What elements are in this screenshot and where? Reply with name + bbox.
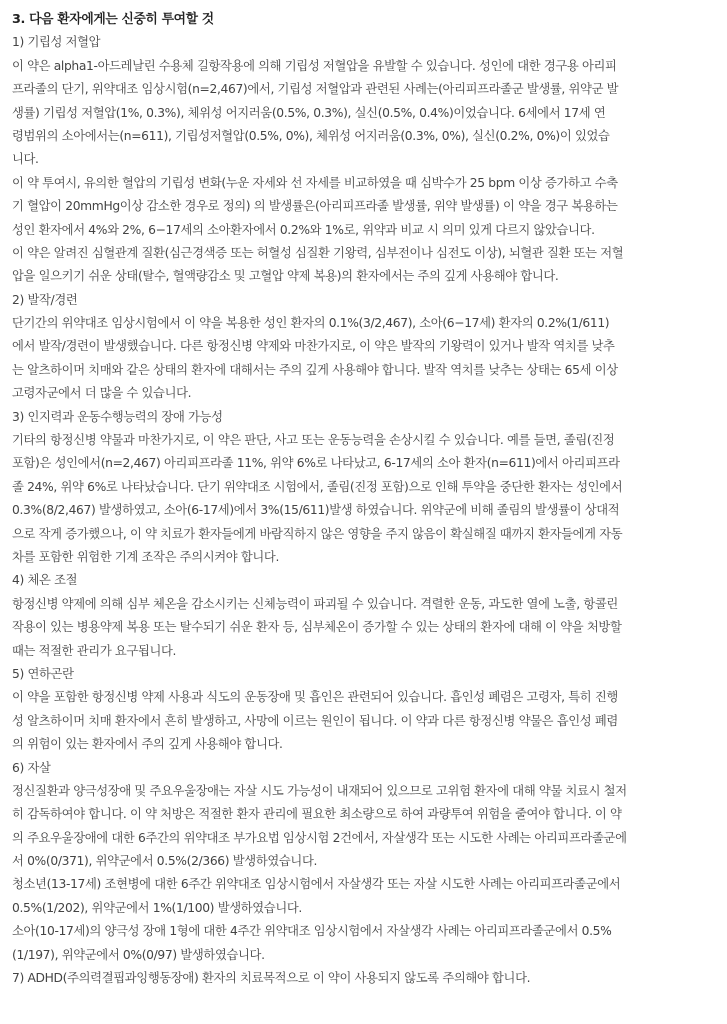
paragraph-line: 령범위의 소아에서는(n=611), 기립성저혈압(0.5%, 0%), 체위성 어지러움(0.3%, 0%), 실신(0.2%, 0%)이 있었습 (12, 128, 610, 143)
paragraph-line: 으로 작게 증가했으나, 이 약 치료가 환자들에게 바람직하지 않은 영향을 주지 않음이 확실해질 때까지 환자들에게 자동 (12, 526, 623, 541)
paragraph-line: 히 감독하여야 합니다. 이 약 처방은 적절한 환자 관리에 필요한 최소량으로 하여 과량투여 위험을 줄여야 합니다. 이 약 (12, 807, 622, 822)
paragraph-line: 졸 24%, 위약 6%로 나타났습니다. 단기 위약대조 시험에서, 졸림(진정 포함)으로 인해 투약을 중단한 환자는 성인에서 (12, 479, 623, 494)
subsection (12, 31, 727, 288)
paragraph-line: 때는 적절한 관리가 요구됩니다. (12, 643, 177, 658)
subsection (12, 289, 727, 406)
paragraph (12, 920, 727, 967)
paragraph-line: 서 0%(0/371), 위약군에서 0.5%(2/366) 발생하였습니다. (12, 854, 318, 869)
paragraph-line: 이 약은 alpha1-아드레날린 수용체 길항작용에 의해 기립성 저혈압을 유발할 수 있습니다. 성인에 대한 경구용 아리피 (12, 58, 617, 73)
paragraph-line: 이 약은 알려진 심혈관계 질환(심근경색증 또는 허혈성 심질환 기왕력, 심부전이나 심전도 이상), 뇌혈관 질환 또는 저혈 (12, 245, 624, 260)
paragraph (12, 312, 727, 406)
paragraph-line: 성 알츠하이머 치매 환자에서 흔히 발생하고, 사망에 이르는 원인이 됩니다. 이 약과 다른 항정신병 약물은 흡인성 폐렴 (12, 713, 618, 728)
paragraph-line: 0.5%(1/202), 위약군에서 1%(1/100) 발생하였습니다. (12, 900, 302, 915)
paragraph-line: 프라졸의 단기, 위약대조 임상시험(n=2,467)에서, 기립성 저혈압과 관련된 사례는(아리피프라졸군 발생률, 위약군 발 (12, 82, 619, 97)
paragraph-line: 작용이 있는 병용약제 복용 또는 탈수되기 쉬운 환자 등, 심부체온이 증가할 수 있는 상태의 환자에 대해 이 약을 처방할 (12, 620, 622, 635)
subsection (12, 757, 727, 968)
paragraph (12, 780, 727, 874)
paragraph (12, 429, 727, 569)
paragraph-line: (1/197), 위약군에서 0%(0/97) 발생하였습니다. (12, 947, 265, 962)
paragraph (12, 873, 727, 920)
paragraph-line: 이 약을 포함한 항정신병 약제 사용과 식도의 운동장애 및 흡인은 관련되어 있습니다. 흡인성 폐렴은 고령자, 특히 진행 (12, 690, 618, 705)
paragraph (12, 242, 727, 289)
paragraph-line: 기타의 항정신병 약물과 마찬가지로, 이 약은 판단, 사고 또는 운동능력을 손상시킬 수 있습니다. 예를 들면, 졸림(진정 (12, 433, 615, 448)
paragraph-line: 의 주요우울장애에 대한 6주간의 위약대조 부가요법 임상시험 2건에서, 자살생각 또는 시도한 사례는 아리피프라졸군에 (12, 830, 627, 845)
paragraph-line: 정신질환과 양극성장애 및 주요우울장애는 자살 시도 가능성이 내재되어 있으므로 고위험 환자에 대해 약물 치료시 철저 (12, 783, 627, 798)
paragraph-line: 0.3%(8/2,467) 발생하였고, 소아(6-17세)에서 3%(15/611)발생 하였습니다. 위약군에 비해 졸림의 발생률이 상대적 (12, 503, 620, 518)
subsection-title: 2) 발작/경련 (12, 292, 78, 307)
paragraph (12, 55, 727, 172)
section-heading: 3. 다음 환자에게는 신중히 투여할 것 (12, 12, 214, 27)
paragraph (12, 593, 727, 663)
sections-container (12, 31, 727, 990)
subsection (12, 663, 727, 757)
subsection-title: 6) 자살 (12, 760, 51, 775)
subsection (12, 967, 727, 990)
subsection-title: 1) 기립성 저혈압 (12, 35, 101, 50)
paragraph-line: 생률) 기립성 저혈압(1%, 0.3%), 체위성 어지러움(0.5%, 0.3%), 실신(0.5%, 0.4%)이었습니다. 6세에서 17세 연 (12, 105, 606, 120)
paragraph-line: 포함)은 성인에서(n=2,467) 아리피프라졸 11%, 위약 6%로 나타났고, 6-17세의 소아 환자(n=611)에서 아리피프라 (12, 456, 620, 471)
subsection-title: 4) 체온 조절 (12, 573, 78, 588)
paragraph-line: 기 혈압이 20mmHg이상 감소한 경우로 정의) 의 발생률은(아리피프라졸 발생률, 위약 발생률) 이 약을 경구 복용하는 (12, 199, 618, 214)
subsection (12, 406, 727, 570)
paragraph-line: 단기간의 위약대조 임상시험에서 이 약을 복용한 성인 환자의 0.1%(3/2,467), 소아(6−17세) 환자의 0.2%(1/611) (12, 316, 610, 331)
paragraph-line: 차를 포함한 위험한 기계 조작은 주의시켜야 합니다. (12, 549, 280, 564)
subsection (12, 569, 727, 663)
paragraph-line: 성인 환자에서 4%와 2%, 6−17세의 소아환자에서 0.2%와 1%로, 위약과 비교 시 의미 있게 다르지 않았습니다. (12, 222, 595, 237)
subsection-title: 3) 인지력과 운동수행능력의 장애 가능성 (12, 409, 223, 424)
paragraph-line: 소아(10-17세)의 양극성 장애 1형에 대한 4주간 위약대조 임상시험에서 자살생각 사례는 아리피프라졸군에서 0.5% (12, 924, 612, 939)
paragraph-line: 이 약 투여시, 유의한 혈압의 기립성 변화(누운 자세와 선 자세를 비교하였을 때 심박수가 25 bpm 이상 증가하고 수축 (12, 175, 618, 190)
paragraph (12, 686, 727, 756)
paragraph-line: 는 알츠하이머 치매와 같은 상태의 환자에 대해서는 주의 깊게 사용해야 합니다. 발작 역치를 낮추는 상태는 65세 이상 (12, 362, 618, 377)
paragraph-line: 청소년(13-17세) 조현병에 대한 6주간 위약대조 임상시험에서 자살생각 또는 자살 시도한 사례는 아리피프라졸군에서 (12, 877, 621, 892)
paragraph-line: 의 위험이 있는 환자에서 주의 깊게 사용해야 합니다. (12, 737, 283, 752)
paragraph-line: 니다. (12, 152, 39, 167)
paragraph-line: 압을 일으키기 쉬운 상태(탈수, 혈액량감소 및 고혈압 약제 복용)의 환자에서는 주의 깊게 사용해야 합니다. (12, 269, 559, 284)
paragraph-line: 고령자군에서 더 많을 수 있습니다. (12, 386, 192, 401)
paragraph (12, 172, 727, 242)
subsection-title: 5) 연하곤란 (12, 666, 74, 681)
subsection-title: 7) ADHD(주의력결핍과잉행동장애) 환자의 치료목적으로 이 약이 사용되지 않도록 주의해야 합니다. (12, 971, 531, 986)
paragraph-line: 항정신병 약제에 의해 심부 체온을 감소시키는 신체능력이 파괴될 수 있습니다. 격렬한 운동, 과도한 열에 노출, 항콜린 (12, 596, 618, 611)
paragraph-line: 에서 발작/경련이 발생했습니다. 다른 항정신병 약제와 마찬가지로, 이 약은 발작의 기왕력이 있거나 발작 역치를 낮추 (12, 339, 615, 354)
